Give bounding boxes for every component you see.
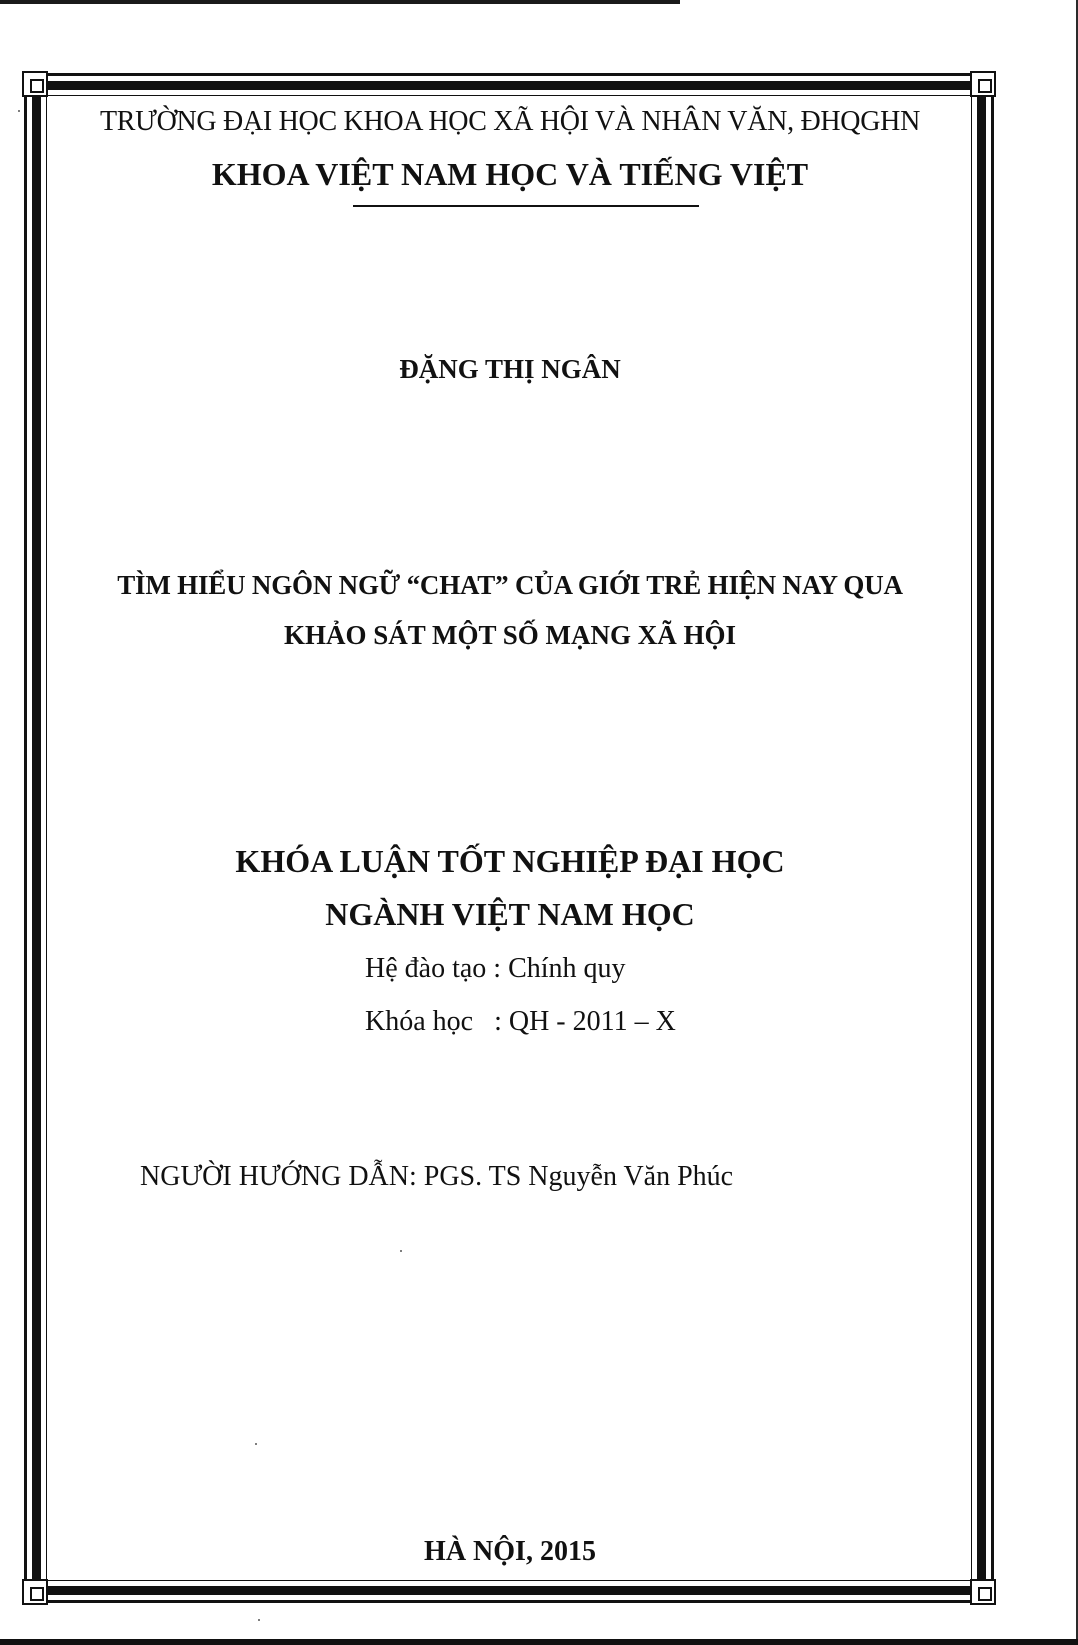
thesis-title-line-1: TÌM HIỂU NGÔN NGỮ “CHAT” CỦA GIỚI TRẺ HIỆN NAY QUA — [117, 570, 903, 600]
scan-speck — [18, 110, 20, 112]
scan-top-edge — [0, 0, 680, 4]
training-mode: Hệ đào tạo : Chính quy — [365, 953, 626, 984]
major: NGÀNH VIỆT NAM HỌC — [325, 896, 695, 932]
supervisor: NGƯỜI HƯỚNG DẪN: PGS. TS Nguyễn Văn Phúc — [140, 1161, 734, 1192]
place-and-year: HÀ NỘI, 2015 — [424, 1536, 596, 1567]
scan-speck — [255, 1443, 257, 1445]
corner-ornament-bottom-right — [970, 1579, 996, 1605]
corner-ornament-top-left — [22, 71, 48, 97]
page-border-inner — [46, 95, 972, 1581]
university-name: TRƯỜNG ĐẠI HỌC KHOA HỌC XÃ HỘI VÀ NHÂN VĂN, ĐHQGHN — [99, 106, 920, 137]
corner-ornament-bottom-left — [22, 1579, 48, 1605]
scan-bottom-edge — [0, 1639, 1078, 1645]
faculty-underline — [353, 205, 699, 207]
author-name: ĐẶNG THỊ NGÂN — [399, 354, 621, 384]
course: Khóa học : QH - 2011 – X — [365, 1006, 676, 1037]
corner-ornament-top-right — [970, 71, 996, 97]
scan-speck — [258, 1619, 260, 1621]
scan-speck — [400, 1250, 402, 1252]
faculty-name: KHOA VIỆT NAM HỌC VÀ TIẾNG VIỆT — [211, 156, 809, 192]
thesis-title-line-2: KHẢO SÁT MỘT SỐ MẠNG XÃ HỘI — [283, 620, 737, 650]
thesis-type: KHÓA LUẬN TỐT NGHIỆP ĐẠI HỌC — [235, 843, 785, 879]
